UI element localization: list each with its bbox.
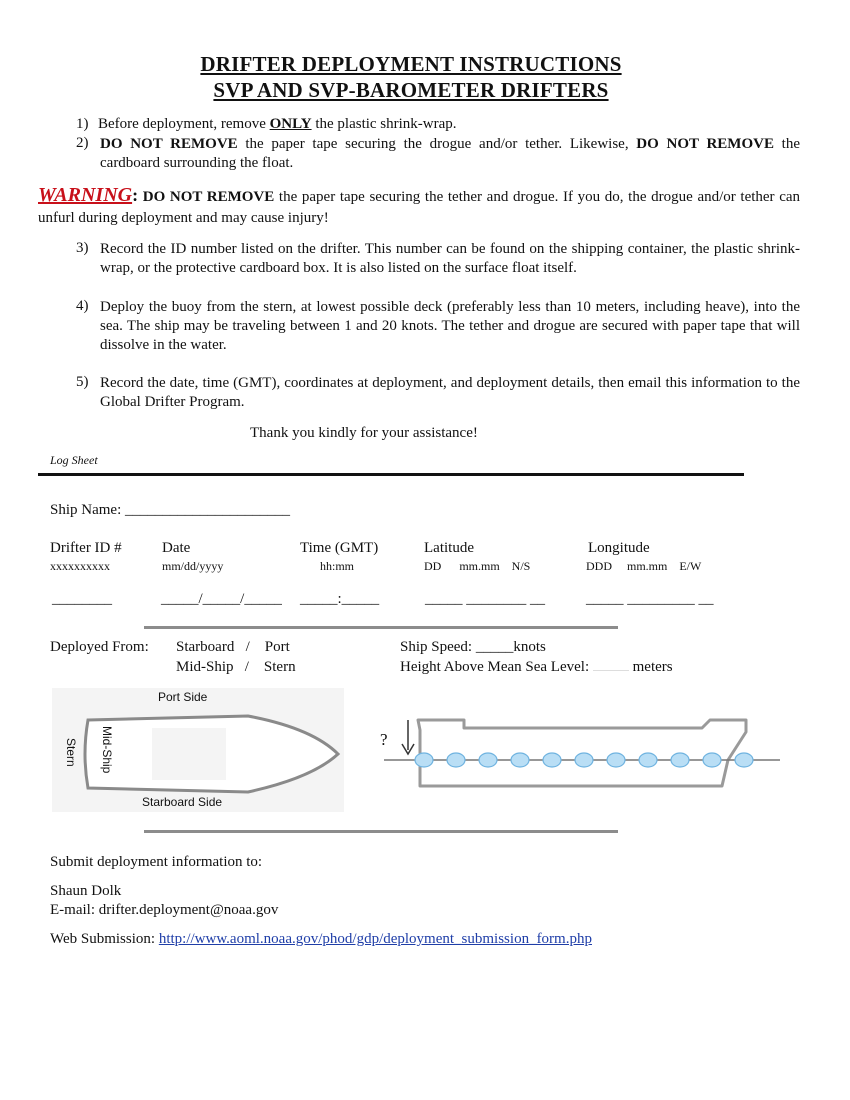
drifter-id-blank: ________: [52, 591, 112, 607]
title-line-2: SVP AND SVP-BAROMETER DRIFTERS: [213, 78, 609, 102]
step-5: Record the date, time (GMT), coordinates at deployment, and deployment details, then email this information to the Global Drifter Program.: [100, 375, 800, 410]
ship-side-view-diagram: [378, 714, 788, 794]
web-submission-link[interactable]: http://www.aoml.noaa.gov/phod/gdp/deployment_submission_form.php: [158, 931, 592, 947]
web-submission: Web Submission: http://www.aoml.noaa.gov/phod/gdp/deployment_submission_form.php: [50, 931, 592, 947]
drogue-element: [543, 753, 561, 767]
drogue-element: [607, 753, 625, 767]
step-4: Deploy the buoy from the stern, at lowest possible deck (preferably less than 10 meters, including heave), into the sea. The ship may be traveling between 1 and 20 knots. The tether and drogue are secured with paper tape that will dissolve in the water.: [100, 299, 800, 353]
drogue-element: [447, 753, 465, 767]
ship-top-view-diagram: [52, 688, 344, 812]
date-blank: _____/_____/_____: [161, 591, 282, 607]
longitude-blank: _____ _________ __: [586, 591, 714, 607]
step-5-num: 5): [76, 374, 89, 390]
drogue-element: [735, 753, 753, 767]
title-line-1: DRIFTER DEPLOYMENT INSTRUCTIONS: [200, 52, 622, 76]
log-sheet-label: Log Sheet: [50, 453, 98, 467]
step-2-num: 2): [76, 135, 89, 151]
col-latitude-format: DD mm.mm N/S: [424, 559, 531, 573]
col-drifter-id-header: Drifter ID #: [50, 540, 122, 556]
drogue-element: [639, 753, 657, 767]
time-blank: _____:_____: [300, 591, 380, 607]
starboard-side-label: Starboard Side: [142, 795, 223, 809]
latitude-blank: _____ ________ __: [425, 591, 545, 607]
stern-label: Stern: [64, 738, 78, 767]
drogue-element: [479, 753, 497, 767]
drogue-element: [703, 753, 721, 767]
ship-name-blank: ______________________: [125, 502, 290, 518]
col-drifter-id-format: xxxxxxxxxx: [50, 559, 110, 573]
height-field: Height Above Mean Sea Level: meters: [400, 659, 673, 675]
warning-text: WARNING: DO NOT REMOVE the paper tape securing the tether and drogue. If you do, the drogue and/or tether can unfurl during deployment and may cause injury!: [38, 184, 801, 226]
col-date-header: Date: [162, 540, 191, 556]
contact-email[interactable]: E-mail: drifter.deployment@noaa.gov: [50, 902, 279, 918]
section-divider-2: [144, 830, 618, 833]
drogue-element: [511, 753, 529, 767]
col-time-header: Time (GMT): [300, 540, 379, 556]
log-sheet-divider: [38, 473, 744, 476]
col-time-format: hh:mm: [320, 559, 355, 573]
mid-ship-label: Mid-Ship: [100, 726, 114, 774]
ship-speed-field: Ship Speed: _____knots: [400, 639, 546, 655]
contact-name: Shaun Dolk: [50, 883, 122, 899]
deployed-from-label: Deployed From:: [50, 639, 149, 655]
step-2: DO NOT REMOVE the paper tape securing the drogue and/or tether. Likewise, DO NOT REMOVE the cardboard surrounding the float.: [100, 136, 800, 171]
step-3-num: 3): [76, 240, 89, 256]
submit-heading: Submit deployment information to:: [50, 854, 263, 870]
thank-you-note: Thank you kindly for your assistance!: [250, 425, 478, 441]
warning-label: WARNING: [38, 184, 133, 206]
col-longitude-format: DDD mm.mm E/W: [586, 559, 702, 573]
ship-outline-top: [52, 688, 344, 812]
col-latitude-header: Latitude: [424, 540, 474, 556]
step-3: Record the ID number listed on the drifter. This number can be found on the shipping container, the plastic shrink-wrap, or the protective cardboard box. It is also listed on the surface float itself.: [100, 241, 800, 276]
drogue-element: [415, 753, 433, 767]
section-divider-1: [144, 626, 618, 629]
ship-name-field: Ship Name: ______________________: [50, 502, 290, 518]
question-mark: ?: [380, 730, 388, 749]
deployed-options-2: Mid-Ship / Stern: [176, 659, 296, 675]
deployed-options-1: Starboard / Port: [176, 639, 290, 655]
drogue-element: [671, 753, 689, 767]
col-longitude-header: Longitude: [588, 540, 650, 556]
step-1: 1) Before deployment, remove ONLY the plastic shrink-wrap.: [76, 116, 457, 132]
step-4-num: 4): [76, 298, 89, 314]
drogue-element: [575, 753, 593, 767]
height-blank: [593, 670, 629, 671]
drogue-chain: [378, 714, 788, 794]
port-side-label: Port Side: [158, 690, 208, 704]
col-date-format: mm/dd/yyyy: [162, 559, 224, 573]
